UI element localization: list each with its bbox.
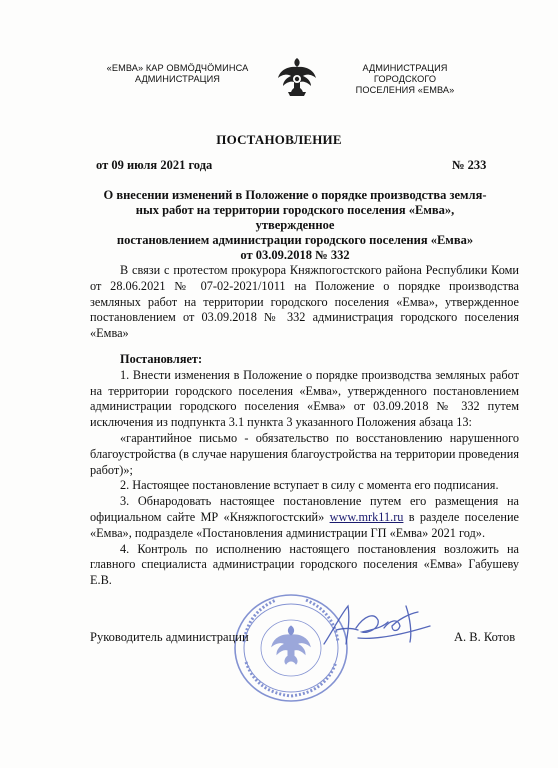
signatory-name: А. В. Котов bbox=[454, 630, 516, 644]
preamble-paragraph: В связи с протестом прокурора Княжпогостского района Республики Коми от 28.06.2021 № 07-02-2021/1011 на Положение о порядке производства земляных работ на территории городского поселения «Емва», утвержденное постановлением от 03.09.2018 № 332 администрация городского поселения «Емва» bbox=[90, 263, 519, 341]
header-right-line1: АДМИНИСТРАЦИЯ ГОРОДСКОГО bbox=[362, 63, 448, 84]
header-left-komi bbox=[90, 63, 265, 85]
subject-line: от 03.09.2018 № 332 bbox=[240, 248, 350, 262]
header-left-line1: «ЕМВА» КАР ОВМÖДЧÖМИНСА bbox=[106, 63, 249, 73]
document-subject bbox=[95, 188, 495, 263]
item-3-paragraph bbox=[90, 494, 519, 541]
website-link[interactable]: www.mrk11.ru bbox=[329, 509, 404, 524]
item-3-text-after: в разделе поселение «Емва», подразделе «Постановления администрации ГП «Емва» 2021 год». bbox=[90, 509, 519, 540]
subject-line: постановлением администрации городского поселения «Емва» bbox=[116, 233, 474, 247]
coat-of-arms-icon bbox=[274, 54, 320, 100]
resolves-heading: Постановляет: bbox=[120, 351, 203, 366]
item-2-paragraph: 2. Настоящее постановление вступает в силу с момента его подписания. bbox=[120, 478, 499, 493]
subject-line: ных работ на территории городского поселения «Емва», утвержденное bbox=[135, 203, 455, 232]
subject-line: О внесении изменений в Положение о порядке производства земля- bbox=[103, 188, 487, 202]
signatory-role: Руководитель администрации bbox=[90, 630, 249, 644]
header-right-russian bbox=[330, 63, 480, 96]
item-1-paragraph: 1. Внести изменения в Положение о порядке производства земляных работ на территории городского поселения «Емва», утвержденного постановлением администрации городского поселения «Емва» от 03.09.2018 № 332 путем исключения из подпункта 3.1 пункта 3 указанного Положения абзаца 13: bbox=[90, 367, 519, 430]
item-1-quote: «гарантийное письмо - обязательство по восстановлению нарушенного благоустройства (в случае нарушения благоустройства на территории проведения работ)»; bbox=[90, 430, 519, 477]
item-3-text-before: 3. Обнародовать настоящее постановление путем его размещения на официальном сайте МР «Княжпогостский» bbox=[90, 494, 519, 524]
document-body bbox=[90, 263, 519, 589]
handwritten-signature-icon bbox=[318, 598, 438, 653]
header-right-line2: ПОСЕЛЕНИЯ «ЕМВА» bbox=[355, 85, 455, 95]
document-date: от 09 июля 2021 года bbox=[96, 158, 213, 172]
item-4-paragraph: 4. Контроль по исполнению настоящего постановления возложить на главного специалиста администрации городского поселения «Емва» Габушеву Е.В. bbox=[90, 541, 519, 588]
document-number: № 233 bbox=[452, 158, 487, 172]
header-left-line2: АДМИНИСТРАЦИЯ bbox=[134, 74, 221, 84]
document-title: ПОСТАНОВЛЕНИЕ bbox=[216, 132, 342, 147]
